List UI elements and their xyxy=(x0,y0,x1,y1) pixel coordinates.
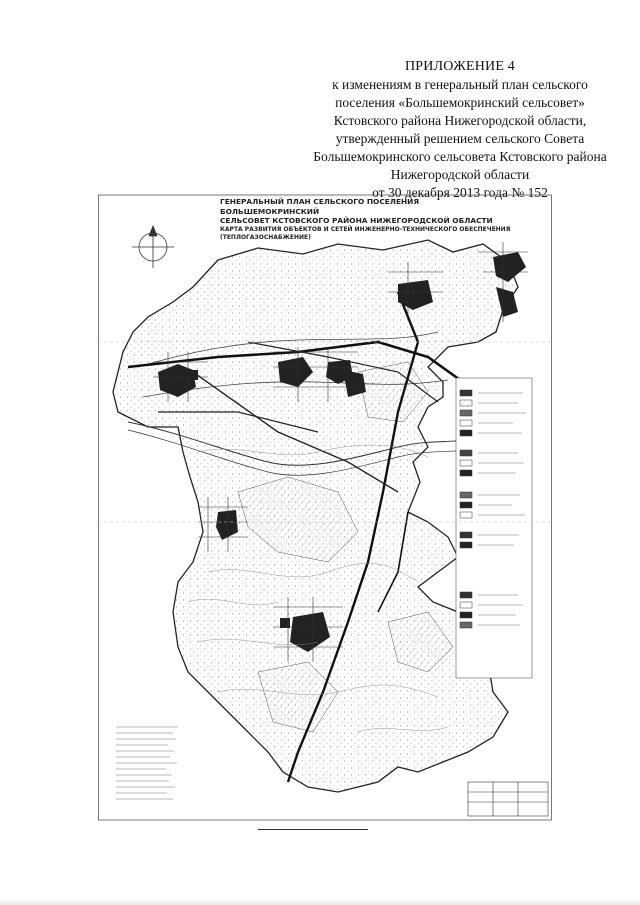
scan-edge xyxy=(0,899,640,905)
appendix-header xyxy=(300,58,620,202)
map-title-line-1: ГЕНЕРАЛЬНЫЙ ПЛАН СЕЛЬСКОГО ПОСЕЛЕНИЯ БОЛЬШЕМОКРИНСКИЙ xyxy=(220,197,420,216)
appendix-line-2: к изменениям в генеральный план сельского xyxy=(332,77,588,92)
bottom-divider xyxy=(258,829,368,830)
appendix-date-line: от 30 декабря 2013 года № 152 xyxy=(372,185,548,200)
map-title-line-2: СЕЛЬСОВЕТ КСТОВСКОГО РАЙОНА НИЖЕГОРОДСКОЙ ОБЛАСТИ xyxy=(220,216,493,226)
general-plan-map xyxy=(98,192,553,822)
appendix-line-7: Нижегородской области xyxy=(390,167,530,182)
title-block xyxy=(468,782,548,816)
north-arrow xyxy=(132,226,174,268)
appendix-title: ПРИЛОЖЕНИЕ 4 xyxy=(404,59,516,74)
appendix-line-6: Большемокринского сельсовета Кстовского района xyxy=(313,149,607,164)
appendix-line-4: Кстовского района Нижегородской области, xyxy=(333,113,587,128)
left-legend xyxy=(116,727,178,799)
map-title xyxy=(220,197,520,242)
map-legend xyxy=(456,378,532,678)
map-drawing xyxy=(98,192,553,822)
appendix-line-3: поселения «Большемокринский сельсовет» xyxy=(335,95,585,110)
map-subtitle-line-2: (ТЕПЛОГАЗОСНАБЖЕНИЕ) xyxy=(220,233,311,241)
appendix-line-5: утвержденный решением сельского Совета xyxy=(335,131,585,146)
map-subtitle-line-1: КАРТА РАЗВИТИЯ ОБЪЕКТОВ И СЕТЕЙ ИНЖЕНЕРНО-ТЕХНИЧЕСКОГО ОБЕСПЕЧЕНИЯ xyxy=(220,225,511,233)
